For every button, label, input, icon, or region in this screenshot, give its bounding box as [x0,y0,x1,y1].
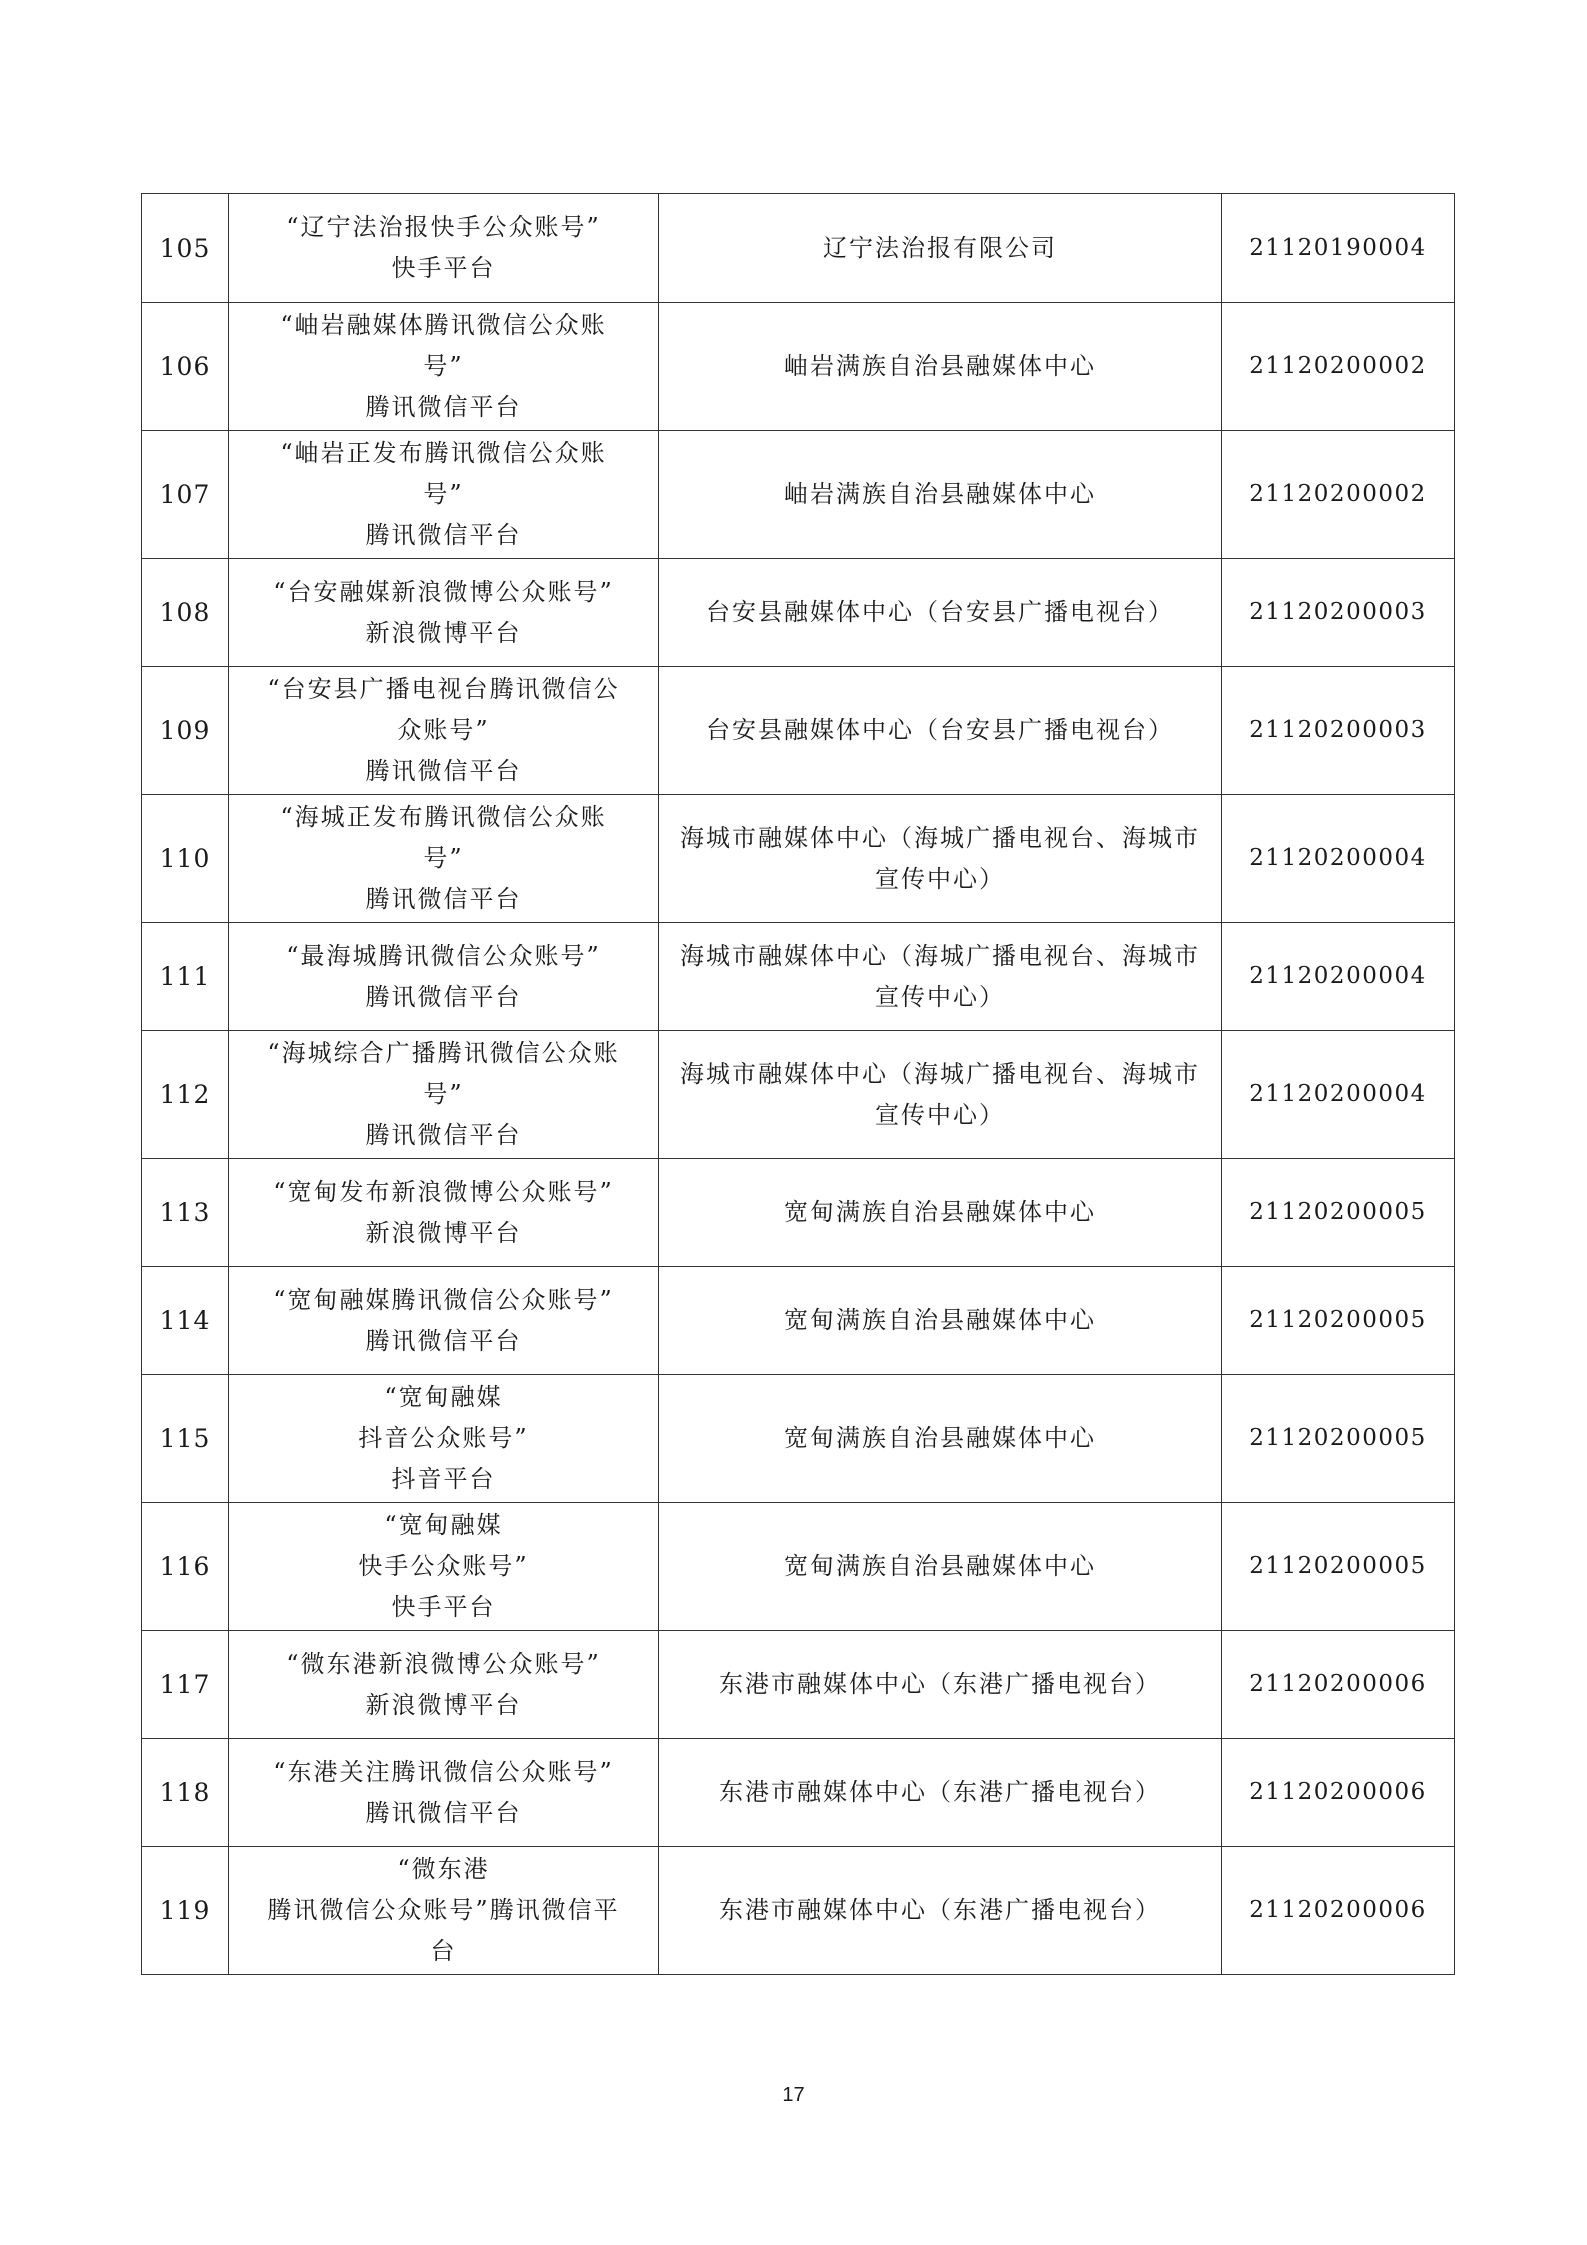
account-name-line: “宽甸融媒腾讯微信公众账号” [273,1285,614,1314]
organization-cell: 宽甸满族自治县融媒体中心 [659,1159,1222,1267]
account-name-cell [229,923,659,1031]
organization-cell: 台安县融媒体中心（台安县广播电视台） [659,667,1222,795]
row-number-cell: 115 [142,1375,229,1503]
account-name-cell [229,194,659,303]
account-name-cell [229,667,659,795]
account-name-line: 新浪微博平台 [365,618,522,647]
organization-cell: 东港市融媒体中心（东港广播电视台） [659,1739,1222,1847]
row-number-cell: 113 [142,1159,229,1267]
account-name-cell [229,1847,659,1975]
account-name-line: “最海城腾讯微信公众账号” [286,941,601,970]
account-name-line: “东港关注腾讯微信公众账号” [273,1757,614,1786]
account-name-line: “台安融媒新浪微博公众账号” [273,577,614,606]
account-name-line: 腾讯微信平台 [365,521,522,549]
account-name-line: 腾讯微信平台 [365,1798,522,1827]
registration-code-cell: 21120200006 [1222,1631,1455,1739]
row-number-cell: 119 [142,1847,229,1975]
row-number-cell: 106 [142,303,229,431]
table-row [142,795,1455,923]
account-name-line: 快手平台 [391,1593,496,1621]
account-name-line: “微东港新浪微博公众账号” [286,1649,601,1678]
table-row [142,559,1455,667]
registry-table [141,193,1455,1975]
row-number-cell: 110 [142,795,229,923]
account-name-cell [229,795,659,923]
account-name-line: 腾讯微信平台 [365,885,522,913]
registration-code-cell: 21120200004 [1222,1031,1455,1159]
table-row [142,303,1455,431]
account-name-cell [229,1739,659,1847]
registration-code-cell: 21120200004 [1222,923,1455,1031]
row-number-cell: 114 [142,1267,229,1375]
account-name-line: 腾讯微信公众账号”腾讯微信平 [267,1896,620,1924]
organization-cell: 岫岩满族自治县融媒体中心 [659,303,1222,431]
row-number-cell: 105 [142,194,229,303]
account-name-cell [229,1375,659,1503]
account-name-line: “微东港 [397,1855,490,1883]
registration-code-cell: 21120200006 [1222,1739,1455,1847]
registration-code-cell: 21120200002 [1222,431,1455,559]
registration-code-cell: 21120200004 [1222,795,1455,923]
account-name-cell [229,1267,659,1375]
registration-code-cell: 21120200006 [1222,1847,1455,1975]
account-name-line: “宽甸融媒 [384,1383,503,1411]
account-name-cell [229,559,659,667]
account-name-line: 快手公众账号” [358,1552,529,1580]
account-name-line: 快手平台 [391,254,496,282]
account-name-line: 号” [423,844,464,872]
account-name-cell [229,431,659,559]
account-name-line: 新浪微博平台 [365,1218,522,1247]
row-number-cell: 109 [142,667,229,795]
organization-cell: 宽甸满族自治县融媒体中心 [659,1375,1222,1503]
table-row [142,194,1455,303]
row-number-cell: 111 [142,923,229,1031]
account-name-line: “岫岩正发布腾讯微信公众账 [280,439,607,467]
table-body [142,194,1455,1975]
table-row [142,923,1455,1031]
organization-cell: 海城市融媒体中心（海城广播电视台、海城市宣传中心） [659,1031,1222,1159]
row-number-cell: 108 [142,559,229,667]
organization-cell: 东港市融媒体中心（东港广播电视台） [659,1631,1222,1739]
registration-code-cell: 21120200005 [1222,1375,1455,1503]
row-number-cell: 117 [142,1631,229,1739]
table-row [142,1267,1455,1375]
account-name-line: “辽宁法治报快手公众账号” [286,213,601,241]
account-name-cell [229,1631,659,1739]
account-name-line: 腾讯微信平台 [365,982,522,1011]
account-name-line: 号” [423,480,464,508]
account-name-cell [229,1503,659,1631]
account-name-line: 号” [423,352,464,380]
row-number-cell: 118 [142,1739,229,1847]
row-number-cell: 107 [142,431,229,559]
registration-code-cell: 21120200003 [1222,559,1455,667]
organization-cell: 台安县融媒体中心（台安县广播电视台） [659,559,1222,667]
table-row [142,1739,1455,1847]
registration-code-cell: 21120200005 [1222,1159,1455,1267]
table-row [142,1159,1455,1267]
table-row [142,1375,1455,1503]
organization-cell: 东港市融媒体中心（东港广播电视台） [659,1847,1222,1975]
account-name-line: 腾讯微信平台 [365,393,522,421]
account-name-line: 抖音平台 [391,1465,496,1493]
account-name-line: “宽甸发布新浪微博公众账号” [273,1177,614,1206]
table-row [142,431,1455,559]
account-name-cell [229,1031,659,1159]
organization-cell: 海城市融媒体中心（海城广播电视台、海城市宣传中心） [659,923,1222,1031]
organization-cell: 岫岩满族自治县融媒体中心 [659,431,1222,559]
account-name-line: 号” [423,1080,464,1108]
registration-code-cell: 21120200002 [1222,303,1455,431]
account-name-line: 众账号” [397,716,490,744]
account-name-line: 抖音公众账号” [358,1424,529,1452]
account-name-cell [229,1159,659,1267]
account-name-line: 腾讯微信平台 [365,1121,522,1149]
organization-cell: 海城市融媒体中心（海城广播电视台、海城市宣传中心） [659,795,1222,923]
account-name-line: 腾讯微信平台 [365,1326,522,1355]
organization-cell: 辽宁法治报有限公司 [659,194,1222,303]
registration-code-cell: 21120200003 [1222,667,1455,795]
row-number-cell: 116 [142,1503,229,1631]
account-name-line: “海城综合广播腾讯微信公众账 [267,1039,620,1067]
registration-code-cell: 21120200005 [1222,1267,1455,1375]
table-row [142,1503,1455,1631]
table-row [142,1847,1455,1975]
registration-code-cell: 21120200005 [1222,1503,1455,1631]
registration-code-cell: 21120190004 [1222,194,1455,303]
organization-cell: 宽甸满族自治县融媒体中心 [659,1267,1222,1375]
account-name-line: 腾讯微信平台 [365,757,522,785]
account-name-line: “台安县广播电视台腾讯微信公 [267,675,620,703]
table-row [142,1031,1455,1159]
row-number-cell: 112 [142,1031,229,1159]
account-name-line: “岫岩融媒体腾讯微信公众账 [280,311,607,339]
account-name-line: “宽甸融媒 [384,1511,503,1539]
table-row [142,1631,1455,1739]
page-number: 17 [782,2084,805,2106]
account-name-line: 新浪微博平台 [365,1690,522,1719]
account-name-line: 台 [430,1937,457,1965]
account-name-line: “海城正发布腾讯微信公众账 [280,803,607,831]
account-name-cell [229,303,659,431]
table-row [142,667,1455,795]
organization-cell: 宽甸满族自治县融媒体中心 [659,1503,1222,1631]
